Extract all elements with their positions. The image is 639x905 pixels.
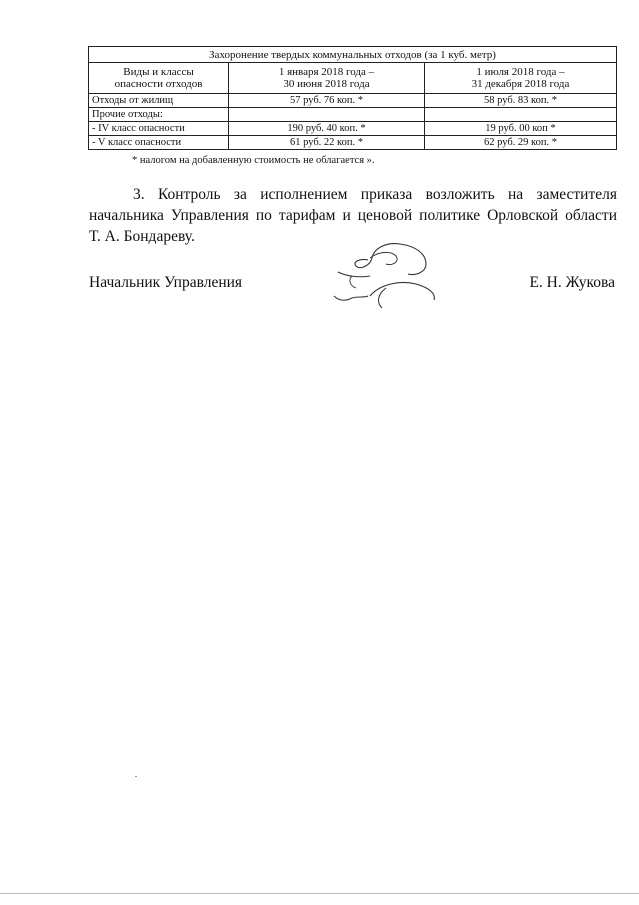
price-cell: 62 руб. 29 коп. * — [425, 136, 617, 150]
price-cell: 190 руб. 40 коп. * — [229, 122, 425, 136]
header-line: 30 июня 2018 года — [283, 78, 370, 90]
row-label: Прочие отходы: — [89, 108, 229, 122]
row-label: - IV класс опасности — [89, 122, 229, 136]
price-cell: 57 руб. 76 коп. * — [229, 94, 425, 108]
row-label: Отходы от жилищ — [89, 94, 229, 108]
scan-bottom-edge — [0, 893, 639, 894]
header-line: 1 января 2018 года – — [278, 66, 375, 78]
price-cell: 19 руб. 00 коп * — [425, 122, 617, 136]
signer-name: Е. Н. Жукова — [529, 274, 615, 291]
header-line: Виды и классы — [123, 66, 194, 78]
table-row — [89, 122, 617, 136]
table-header-row — [89, 63, 617, 94]
handwritten-signature — [330, 236, 440, 316]
price-cell — [229, 108, 425, 122]
header-line: 1 июля 2018 года – — [476, 66, 565, 78]
table-row — [89, 108, 617, 122]
paragraph-line: 3. Контроль за исполнением приказа возложить на заместителя — [133, 186, 617, 203]
tariff-table — [88, 46, 617, 150]
signer-position: Начальник Управления — [89, 274, 243, 291]
scan-speck — [135, 776, 137, 777]
price-cell — [425, 108, 617, 122]
paragraph-line: Т. А. Бондареву. — [89, 228, 195, 245]
table-caption-row — [89, 47, 617, 63]
price-cell: 61 руб. 22 коп. * — [229, 136, 425, 150]
vat-footnote: * налогом на добавленную стоимость не облагается ». — [132, 155, 375, 166]
price-cell: 58 руб. 83 коп. * — [425, 94, 617, 108]
header-cell-first-half — [229, 63, 425, 94]
header-line: опасности отходов — [114, 78, 203, 90]
table-caption: Захоронение твердых коммунальных отходов (за 1 куб. метр) — [89, 47, 617, 63]
table-row — [89, 94, 617, 108]
table-row — [89, 136, 617, 150]
paragraph-line: начальника Управления по тарифам и ценовой политике Орловской области — [89, 207, 617, 224]
header-cell-waste-type — [89, 63, 229, 94]
header-cell-second-half — [425, 63, 617, 94]
header-line: 31 декабря 2018 года — [471, 78, 570, 90]
row-label: - V класс опасности — [89, 136, 229, 150]
